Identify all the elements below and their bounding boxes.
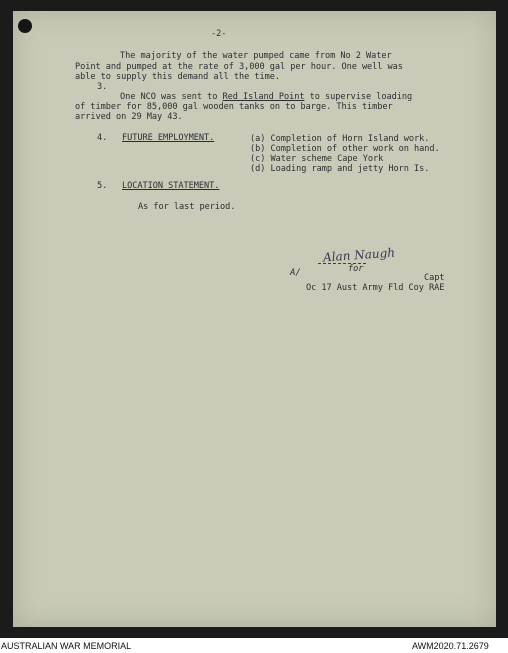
para-4-heading: FUTURE EMPLOYMENT. (122, 133, 215, 143)
water-line-2: Point and pumped at the rate of 3,000 gal per hour. One well was (75, 62, 403, 72)
handwritten-mark: A/ (290, 268, 301, 278)
para-3-line-2: of timber for 85,000 gal wooden tanks on to barge. This timber (75, 102, 393, 112)
para-4-item-b: (b) Completion of other work on hand. (250, 144, 440, 154)
para-5-text: As for last period. (138, 202, 236, 212)
water-line-1: The majority of the water pumped came from No 2 Water (120, 51, 392, 61)
para-3-number: 3. (97, 82, 108, 92)
signature-rank: Capt (424, 273, 445, 283)
signature-unit: Oc 17 Aust Army Fld Coy RAE (306, 283, 445, 293)
para-4-item-a: (a) Completion of Horn Island work. (250, 134, 430, 144)
sign-for: for (348, 264, 364, 274)
handwritten-signature: Alan Naugh (322, 245, 396, 265)
footer-left: AUSTRALIAN WAR MEMORIAL (1, 641, 132, 651)
footer-right: AWM2020.71.2679 (412, 641, 489, 651)
para-4-number: 4. (97, 133, 108, 143)
red-island-point: Red Island Point (222, 92, 305, 102)
water-line-3: able to supply this demand all the time. (75, 72, 280, 82)
para-5-number: 5. (97, 181, 108, 191)
punch-hole-icon (18, 19, 32, 33)
para-3-line-3: arrived on 29 May 43. (75, 112, 183, 122)
para-4-item-c: (c) Water scheme Cape York (250, 154, 384, 164)
para-4-item-d: (d) Loading ramp and jetty Horn Is. (250, 164, 430, 174)
para-5-heading: LOCATION STATEMENT. (122, 181, 220, 191)
para-3-line-1: One NCO was sent to Red Island Point to supervise loading (120, 92, 413, 102)
page-number: -2- (211, 29, 227, 39)
